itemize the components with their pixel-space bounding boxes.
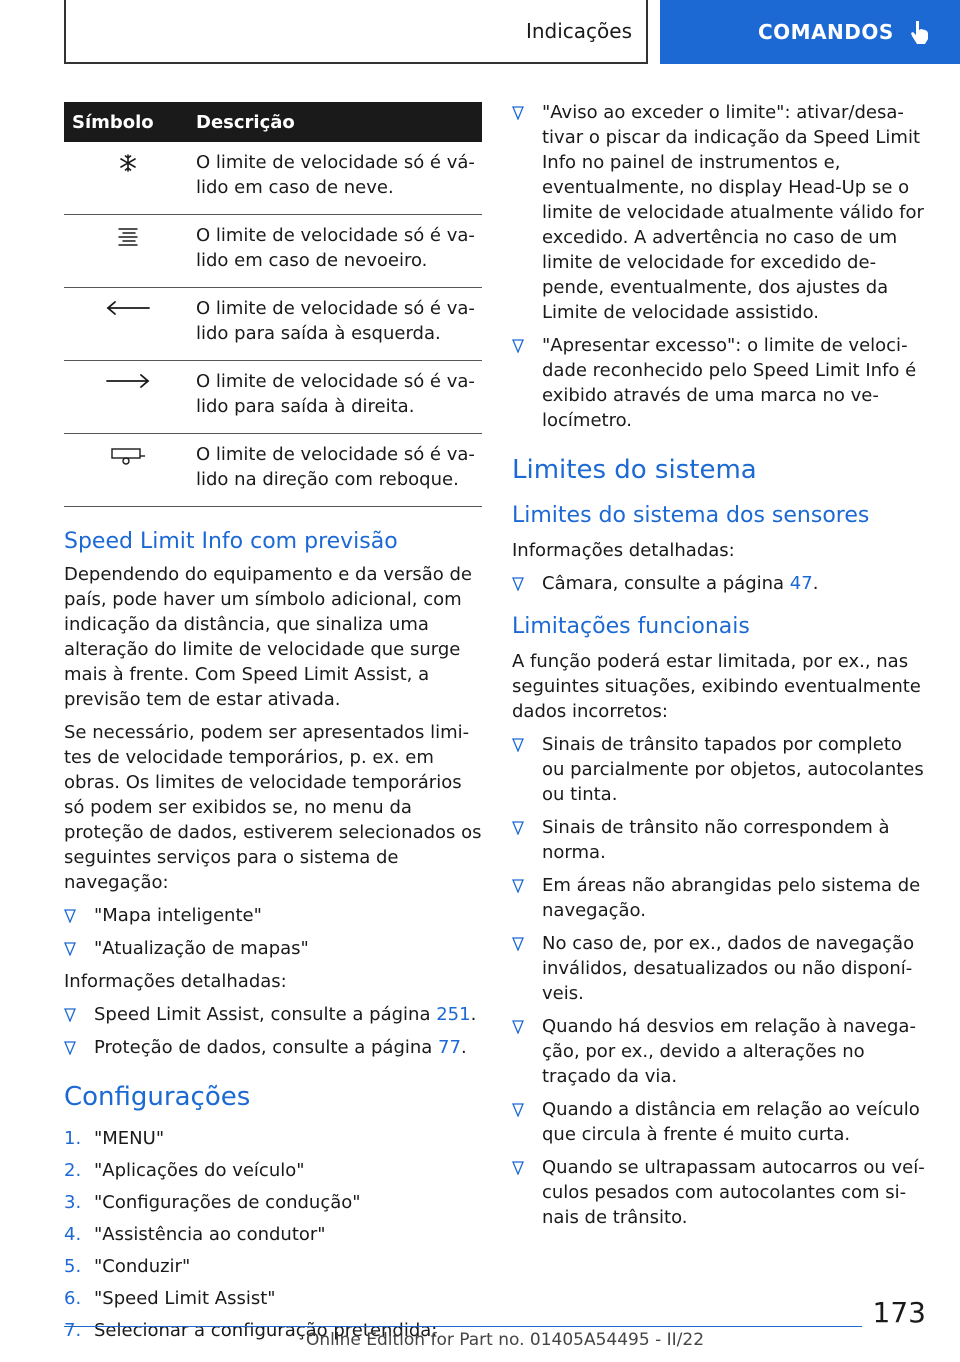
table-row — [64, 215, 482, 288]
triangle-bullet-icon — [512, 577, 524, 591]
arrow-left-icon — [105, 300, 151, 316]
triangle-bullet-icon — [512, 1020, 524, 1034]
triangle-bullet-icon — [64, 909, 76, 923]
reference-list — [64, 1002, 482, 1060]
arrow-right-icon — [105, 373, 151, 389]
triangle-bullet-icon — [512, 937, 524, 951]
triangle-bullet-icon — [512, 1103, 524, 1117]
list-item: "Atualização de mapas" — [64, 936, 482, 961]
table-cell-description: O limite de velocidade só é valido para saída à esquerda. — [192, 288, 482, 361]
list-item: Sinais de trânsito não correspondem à norma. — [512, 815, 928, 865]
table-cell-description: O limite de velocidade só é valido para saída à direita. — [192, 361, 482, 434]
triangle-bullet-icon — [512, 879, 524, 893]
services-list — [64, 903, 482, 961]
config-steps — [64, 1126, 482, 1343]
page-link[interactable]: 47 — [789, 573, 813, 594]
table-row — [64, 288, 482, 361]
list-item: Speed Limit Assist, consulte a página 251. — [64, 1002, 482, 1027]
functional-limits-list — [512, 732, 928, 1230]
table-header-description: Descrição — [192, 102, 482, 142]
table-header-row — [64, 102, 482, 142]
fog-icon — [115, 227, 141, 247]
camera-reference-list — [512, 571, 928, 596]
subheading-sensors: Limites do sistema dos sensores — [512, 503, 870, 528]
info-label: Informações detalhadas: — [512, 540, 735, 561]
subheading-functional: Limitações funcionais — [512, 614, 750, 639]
list-item: 2. "Aplicações do veículo" — [64, 1160, 305, 1181]
paragraph: A função poderá estar limitada, por ex., nas seguintes situações, exibindo eventualmente dados incorretos: — [512, 651, 921, 722]
triangle-bullet-icon — [64, 1041, 76, 1055]
section-heading-limits: Limites do sistema — [512, 455, 757, 485]
list-item: 4. "Assistência ao condutor" — [64, 1224, 326, 1245]
paragraph: Dependendo do equipamento e da versão de país, pode haver um símbolo adicional, com indicação da distância, que sinaliza uma alteração do limite de velocidade que surge mais à frente. Com Speed Limit Assist, a previsão tem de estar ativada. — [64, 564, 472, 710]
list-item: Quando a distância em relação ao veículo que circula à frente é muito curta. — [512, 1097, 928, 1147]
triangle-bullet-icon — [64, 1008, 76, 1022]
section-title: Indicações — [525, 19, 632, 43]
table-cell-description: O limite de velocidade só é válido em caso de neve. — [192, 142, 482, 215]
list-item: 1. "MENU" — [64, 1128, 165, 1149]
left-column — [64, 102, 482, 1350]
table-row — [64, 434, 482, 507]
chapter-tab — [660, 0, 960, 64]
table-row — [64, 142, 482, 215]
list-item: 6. "Speed Limit Assist" — [64, 1288, 276, 1309]
footer-divider — [64, 1326, 862, 1327]
chapter-title: COMANDOS — [758, 20, 894, 44]
section-heading-config: Configurações — [64, 1082, 251, 1112]
list-item: Quando se ultrapassam autocarros ou veículos pesados com autocolantes com sinais de trânsito. — [512, 1155, 928, 1230]
page-header — [0, 0, 960, 66]
list-item: Proteção de dados, consulte a página 77. — [64, 1035, 482, 1060]
list-item: Em áreas não abrangidas pelo sistema de navegação. — [512, 873, 928, 923]
table-cell-description: O limite de velocidade só é valido na direção com reboque. — [192, 434, 482, 507]
page-link[interactable]: 251 — [436, 1004, 471, 1025]
page-link[interactable]: 77 — [438, 1037, 461, 1058]
paragraph: Se necessário, podem ser apresentados limites de velocidade temporários, p. ex. em obras. Os limites de velocidade temporários só podem ser exibidos se, no menu da proteção de dados, estiverem selecionados os seguintes serviços para o sistema de navegação: — [64, 722, 482, 893]
list-item: Câmara, consulte a página 47. — [512, 571, 928, 596]
list-item: 3. "Configurações de condução" — [64, 1192, 361, 1213]
trailer-icon — [110, 446, 146, 466]
list-item: Sinais de trânsito tapados por completo ou parcialmente por objetos, autocolantes ou tinta. — [512, 732, 928, 807]
page-number: 173 — [872, 1296, 926, 1329]
triangle-bullet-icon — [512, 339, 524, 353]
triangle-bullet-icon — [512, 738, 524, 752]
list-item: "Aviso ao exceder o limite": ativar/desativar o piscar da indicação da Speed Limit Info no painel de instrumentos e, eventualmente, no display Head-Up se o limite de velocidade atualmente válido for excedido. A advertência no caso de um limite de velocidade for excedido depende, eventualmente, dos ajustes da Limite de velocidade assistido. — [512, 100, 928, 325]
list-item: 5. "Conduzir" — [64, 1256, 191, 1277]
triangle-bullet-icon — [512, 821, 524, 835]
list-item: "Apresentar excesso": o limite de velocidade reconhecido pelo Speed Limit Info é exibido através de uma marca no velocímetro. — [512, 333, 928, 433]
table-row — [64, 361, 482, 434]
table-header-symbol: Símbolo — [64, 102, 192, 142]
triangle-bullet-icon — [512, 106, 524, 120]
table-cell-description: O limite de velocidade só é valido em caso de nevoeiro. — [192, 215, 482, 288]
triangle-bullet-icon — [512, 1161, 524, 1175]
triangle-bullet-icon — [64, 942, 76, 956]
section-tab — [64, 0, 648, 64]
pointing-hand-icon — [908, 19, 932, 45]
config-options-list — [512, 100, 928, 433]
footer-edition: Online Edition for Part no. 01405A54495 - II/22 — [306, 1330, 705, 1350]
list-item: No caso de, por ex., dados de navegação inválidos, desatualizados ou não disponíveis. — [512, 931, 928, 1006]
list-item: Quando há desvios em relação à navegação, por ex., devido a alterações no traçado da via. — [512, 1014, 928, 1089]
right-column — [512, 100, 928, 1238]
snowflake-icon — [119, 154, 137, 172]
list-item: "Mapa inteligente" — [64, 903, 482, 928]
list-item: 7. Selecionar a configuração pretendida: — [64, 1320, 438, 1341]
symbol-table — [64, 102, 482, 507]
section-heading-preview: Speed Limit Info com previsão — [64, 529, 398, 554]
info-label: Informações detalhadas: — [64, 971, 287, 992]
